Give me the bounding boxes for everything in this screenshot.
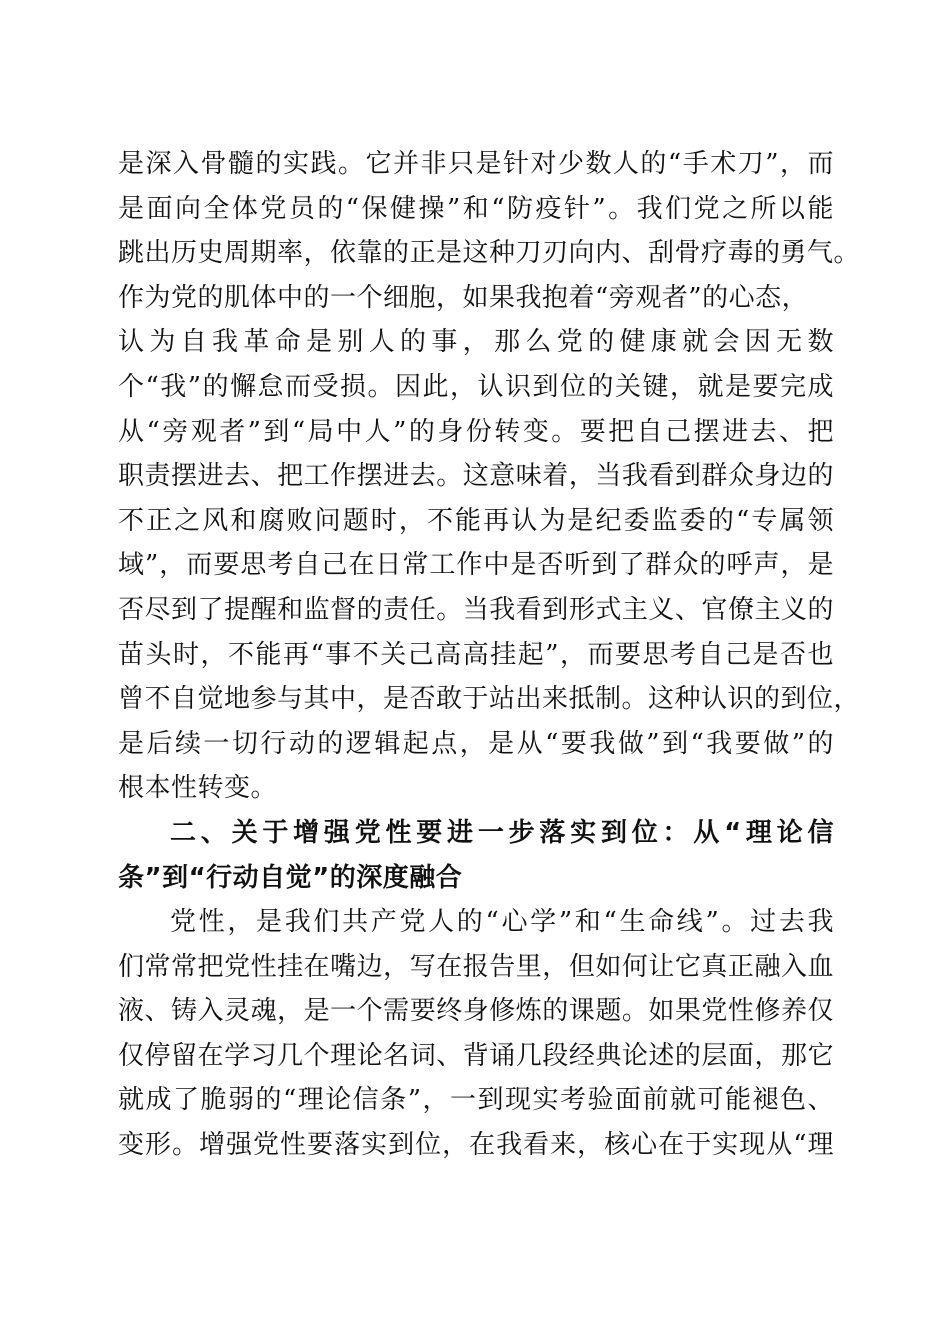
heading-line: 二、关于增强党性要进一步落实到位：从“理论信 bbox=[170, 817, 834, 848]
text-line: 是后续一切行动的逻辑起点，是从“要我做”到“我要做”的 bbox=[118, 728, 834, 759]
text-line: 认为自我革命是别人的事，那么党的健康就会因无数 bbox=[118, 327, 834, 358]
text-line: 从“旁观者”到“局中人”的身份转变。要把自己摆进去、把 bbox=[118, 416, 834, 447]
text-line: 就成了脆弱的“理论信条”，一到现实考验面前就可能褪色、 bbox=[118, 1085, 834, 1116]
text-line: 个“我”的懈怠而受损。因此，认识到位的关键，就是要完成 bbox=[118, 371, 834, 402]
text-line: 仅停留在学习几个理论名词、背诵几段经典论述的层面，那它 bbox=[118, 1040, 834, 1071]
section-heading bbox=[118, 811, 834, 900]
text-line: 党性，是我们共产党人的“心学”和“生命线”。过去我 bbox=[170, 907, 834, 938]
text-line: 变形。增强党性要落实到位，在我看来，核心在于实现从“理 bbox=[118, 1130, 834, 1161]
text-line: 液、铸入灵魂，是一个需要终身修炼的课题。如果党性修养仅 bbox=[118, 996, 834, 1027]
text-line: 是深入骨髓的实践。它并非只是针对少数人的“手术刀”，而 bbox=[118, 149, 834, 179]
text-line: 作为党的肌体中的一个细胞，如果我抱着“旁观者”的心态， bbox=[118, 282, 809, 313]
document-page bbox=[118, 142, 861, 1168]
text-line: 跳出历史周期率，依靠的正是这种刀刃向内、刮骨疗毒的勇气。 bbox=[118, 238, 861, 269]
text-line: 不正之风和腐败问题时，不能再认为是纪委监委的“专属领 bbox=[118, 505, 834, 536]
text-line: 苗头时，不能再“事不关己高高挂起”，而要思考自己是否也 bbox=[118, 639, 834, 670]
text-line: 是面向全体党员的“保健操”和“防疫针”。我们党之所以能 bbox=[118, 193, 834, 224]
heading-line: 条”到“行动自觉”的深度融合 bbox=[118, 862, 463, 893]
text-line: 曾不自觉地参与其中，是否敢于站出来抵制。这种认识的到位， bbox=[118, 684, 861, 715]
text-line: 们常常把党性挂在嘴边，写在报告里，但如何让它真正融入血 bbox=[118, 951, 834, 982]
text-line: 否尽到了提醒和监督的责任。当我看到形式主义、官僚主义的 bbox=[118, 594, 834, 625]
text-line: 职责摆进去、把工作摆进去。这意味着，当我看到群众身边的 bbox=[118, 461, 834, 492]
body-paragraph bbox=[118, 142, 861, 811]
body-paragraph bbox=[118, 900, 834, 1168]
text-line: 域”，而要思考自己在日常工作中是否听到了群众的呼声，是 bbox=[118, 550, 834, 581]
text-line: 根本性转变。 bbox=[118, 773, 278, 804]
